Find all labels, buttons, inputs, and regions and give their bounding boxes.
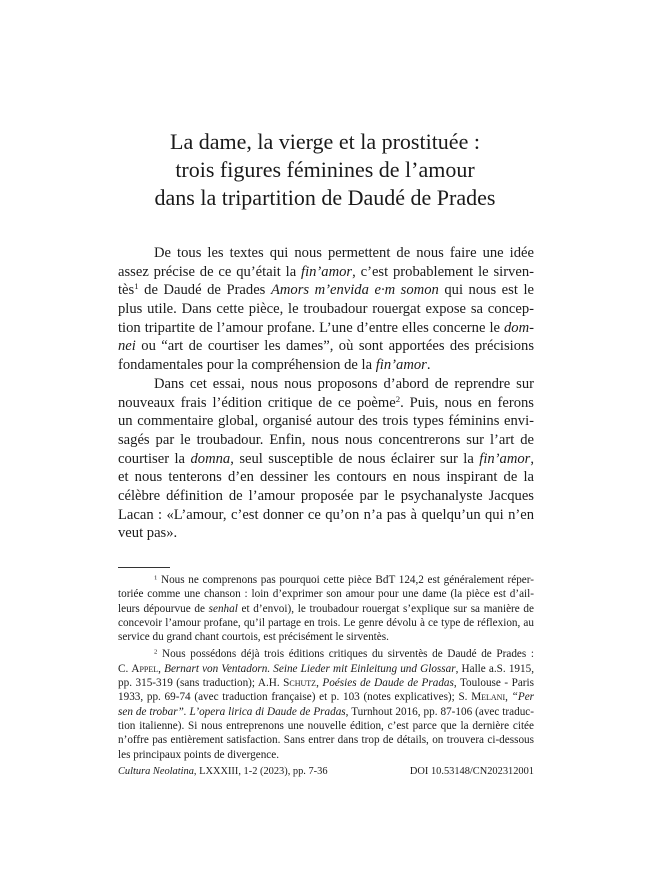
doi-link[interactable]: DOI 10.53148/CN202312001 bbox=[409, 766, 534, 777]
paragraph-2-line: et nous tenterons d’en dessiner les contours en nous inspirant de la bbox=[118, 469, 534, 486]
paragraph-2-line: nouveaux frais l’édition critique de ce poème$^2$. Puis, nous en ferons bbox=[118, 393, 534, 411]
footnote-2-line: C. Appel, Bernart von Ventadorn. Seine Lieder mit Einleitung und Glossar, Halle a.S. 1915, bbox=[118, 662, 534, 675]
paragraph-1-line: fondamentales pour la compréhension de la fin’amor. bbox=[118, 357, 431, 374]
footnote-2-line: pp. 315-319 (sans traduction); A.H. Schutz, Poésies de Daude de Pradas, Toulouse - Paris bbox=[118, 677, 534, 690]
title-line-2: trois figures féminines de l’amour bbox=[175, 157, 475, 182]
footnote-1-line: concevoir l’amour profane, qu’il partage en trois. Le genre dévolu à ce type de réflexion, au bbox=[118, 616, 534, 629]
paragraph-2-line: un commentaire global, organisé autour des trois types féminins envi- bbox=[118, 413, 534, 430]
paragraph-2-line: courtiser la domna, seul susceptible de nous éclairer sur la fin’amor, bbox=[118, 450, 535, 467]
paragraph-2-line: veut pas». bbox=[118, 525, 178, 542]
footnote-2-line: n’offre pas entièrement satisfaction. Sans entrer dans trop de détails, on trouvera ci-dessous bbox=[118, 734, 534, 747]
paragraph-2-line: Lacan : «L’amour, c’est donner ce qu’on n’a pas à quelqu’un qui n’en bbox=[118, 506, 534, 523]
footnote-2-line: les principaux points de divergence. bbox=[118, 748, 280, 761]
footnote-1-line: leurs dépourvue de senhal et d’envoi), le troubadour rouergat s’explique sur sa manière de bbox=[118, 602, 534, 615]
page-footer bbox=[118, 766, 534, 777]
title-line-1: La dame, la vierge et la prostituée : bbox=[170, 129, 480, 154]
footnote-separator bbox=[118, 567, 170, 568]
paragraph-2-line: Dans cet essai, nous nous proposons d’abord de reprendre sur bbox=[154, 375, 534, 392]
paragraph-1-line: tion tripartite de l’amour profane. L’une d’entre elles concerne le dom- bbox=[118, 319, 534, 336]
journal-citation bbox=[118, 766, 328, 777]
footnote-mark-2: 2 bbox=[154, 648, 158, 656]
footnote-mark-1: 1 bbox=[154, 574, 158, 582]
footnote-2-line: tion italienne). Si nous entreprenons une nouvelle édition, c’est parce que la dernière citée bbox=[118, 719, 534, 732]
article-title bbox=[100, 128, 550, 212]
journal-name: Cultura Neolatina bbox=[118, 766, 194, 777]
footnote-2-line: sen de trobar”. L’opera lirica di Daude de Pradas, Turnhout 2016, pp. 87-106 (avec traduc- bbox=[118, 705, 534, 718]
body-text bbox=[118, 244, 534, 543]
footnote-2-line: 1933, pp. 69-74 (avec traduction française) et p. 103 (notes explicatives); S. Melani, “Per bbox=[118, 691, 535, 704]
footnote-ref-1[interactable]: 1 bbox=[134, 281, 139, 292]
paragraph-1-line: tès$^1$ de Daudé de Prades Amors m’envida e·m somon qui nous est le bbox=[118, 281, 534, 299]
journal-issue: , LXXXIII, 1-2 (2023), pp. 7-36 bbox=[193, 766, 328, 777]
paragraph-1-line: assez précise de ce qu’était la fin’amor, c’est probablement le sirven- bbox=[118, 263, 534, 280]
paragraph-1-line: nei ou “art de courtiser les dames”, où sont apportées des précisions bbox=[118, 338, 534, 355]
footnote-1-line: toriée comme une chanson : loin d’exprimer son amour pour une dame (la pièce est d’ail- bbox=[118, 588, 534, 601]
paragraph-2-line: sagés par le troubadour. Enfin, nous nous concentrerons sur l’art de bbox=[118, 431, 534, 448]
footnote-1-line: $^1$ Nous ne comprenons pas pourquoi cette pièce BdT 124,2 est généralement réper- bbox=[154, 574, 534, 586]
paragraph-1-line: De tous les textes qui nous permettent de nous faire une idée bbox=[154, 245, 534, 261]
title-line-3: dans la tripartition de Daudé de Prades bbox=[154, 185, 496, 210]
paragraph-2-line: célèbre définition de l’amour proposée par le psychanalyste Jacques bbox=[118, 487, 534, 504]
footnote-ref-2[interactable]: 2 bbox=[395, 393, 401, 404]
footnote-2-line: $^2$ Nous possédons déjà trois éditions critiques du sirventès de Daudé de Prades : bbox=[154, 648, 534, 661]
footnote-1-line: service du grand chant courtois, est précisément le sirventès. bbox=[118, 631, 389, 644]
paragraph-1-line: plus utile. Dans cette pièce, le troubadour rouergat expose sa concep- bbox=[118, 301, 534, 318]
footnotes bbox=[118, 573, 534, 762]
